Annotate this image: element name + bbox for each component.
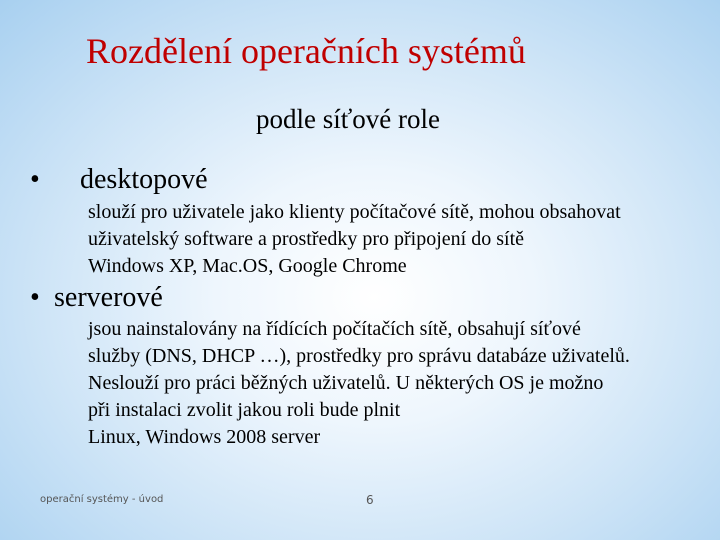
body-line: služby (DNS, DHCP …), prostředky pro správu databáze uživatelů.: [88, 345, 630, 367]
bullet-serverove: [30, 282, 163, 314]
body-line: slouží pro uživatele jako klienty počítačové sítě, mohou obsahovat: [88, 201, 621, 223]
bullet-icon: •: [30, 164, 40, 195]
section-heading-serverove: serverové: [54, 282, 163, 313]
body-line: Neslouží pro práci běžných uživatelů. U některých OS je možno: [88, 372, 604, 394]
body-line: Windows XP, Mac.OS, Google Chrome: [88, 255, 407, 277]
slide-title: Rozdělení operačních systémů: [86, 31, 526, 71]
footer-text: operační systémy - úvod: [40, 494, 164, 505]
bullet-desktopove: [30, 164, 208, 196]
section-body-desktopove: [88, 199, 621, 280]
body-line: uživatelský software a prostředky pro připojení do sítě: [88, 228, 524, 250]
section-body-serverove: [88, 316, 630, 451]
body-line: jsou nainstalovány na řídících počítačích sítě, obsahují síťové: [88, 318, 581, 340]
body-line: při instalaci zvolit jakou roli bude plnit: [88, 399, 401, 421]
section-heading-desktopove: desktopové: [80, 164, 208, 195]
bullet-icon: •: [30, 282, 40, 313]
page-number: 6: [366, 493, 374, 507]
slide-subtitle: podle síťové role: [256, 104, 440, 134]
body-line: Linux, Windows 2008 server: [88, 426, 321, 448]
